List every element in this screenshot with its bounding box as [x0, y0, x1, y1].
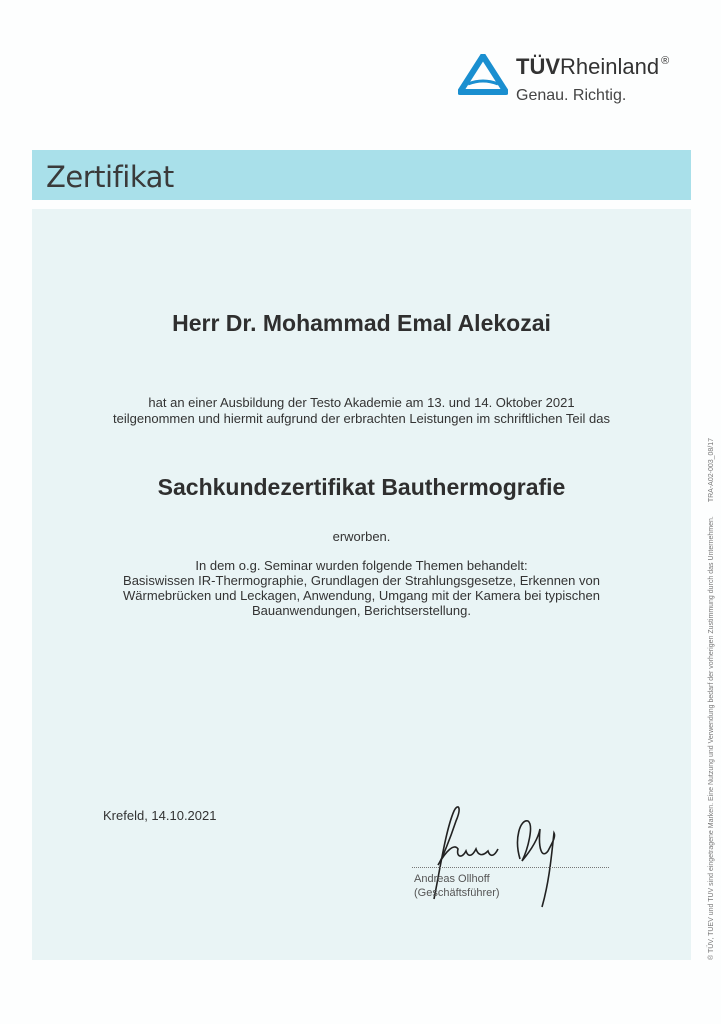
topics-line-3: Bauanwendungen, Berichtserstellung. [252, 603, 471, 618]
certificate-body [32, 209, 691, 960]
triangle-logo-icon [458, 54, 508, 96]
logo-brand: TÜVRheinland ® [516, 54, 670, 79]
certificate-title: Sachkundezertifikat Bauthermografie [157, 474, 566, 500]
side-legal-note [708, 438, 715, 960]
signer-role: (Geschäftsführer) [414, 887, 500, 899]
trademark-note: ® TÜV, TUEV und TUV sind eingetragene Marken. Eine Nutzung und Verwendung bedarf der vorherigen Zustimmung durch das Unternehmen. [708, 516, 715, 960]
recipient-name: Herr Dr. Mohammad Emal Alekozai [172, 310, 551, 336]
topics-heading: In dem o.g. Seminar wurden folgende Themen behandelt: [195, 558, 528, 573]
topics-text [32, 558, 691, 618]
logo-slogan: Genau. Richtig. [516, 87, 627, 104]
topics-line-1: Basiswissen IR-Thermographie, Grundlagen der Strahlungsgesetze, Erkennen von [123, 573, 600, 588]
tuv-rheinland-logo [458, 50, 708, 120]
intro-text [32, 395, 691, 427]
intro-line-1: hat an einer Ausbildung der Testo Akademie am 13. und 14. Oktober 2021 [148, 395, 575, 410]
signer-name: Andreas Ollhoff [414, 873, 490, 885]
acquired-text: erworben. [332, 529, 391, 544]
intro-line-2: teilgenommen und hiermit aufgrund der erbrachten Leistungen im schriftlichen Teil das [113, 411, 610, 426]
header-band [32, 150, 691, 200]
signer-block [414, 872, 500, 900]
topics-line-2: Wärmebrücken und Leckagen, Anwendung, Umgang mit der Kamera bei typischen [123, 588, 600, 603]
place-date: Krefeld, 14.10.2021 [103, 808, 217, 823]
form-code: TRA-A02-003_08/17 [708, 437, 715, 503]
signature-line [412, 867, 609, 868]
page-title: Zertifikat [46, 160, 174, 194]
